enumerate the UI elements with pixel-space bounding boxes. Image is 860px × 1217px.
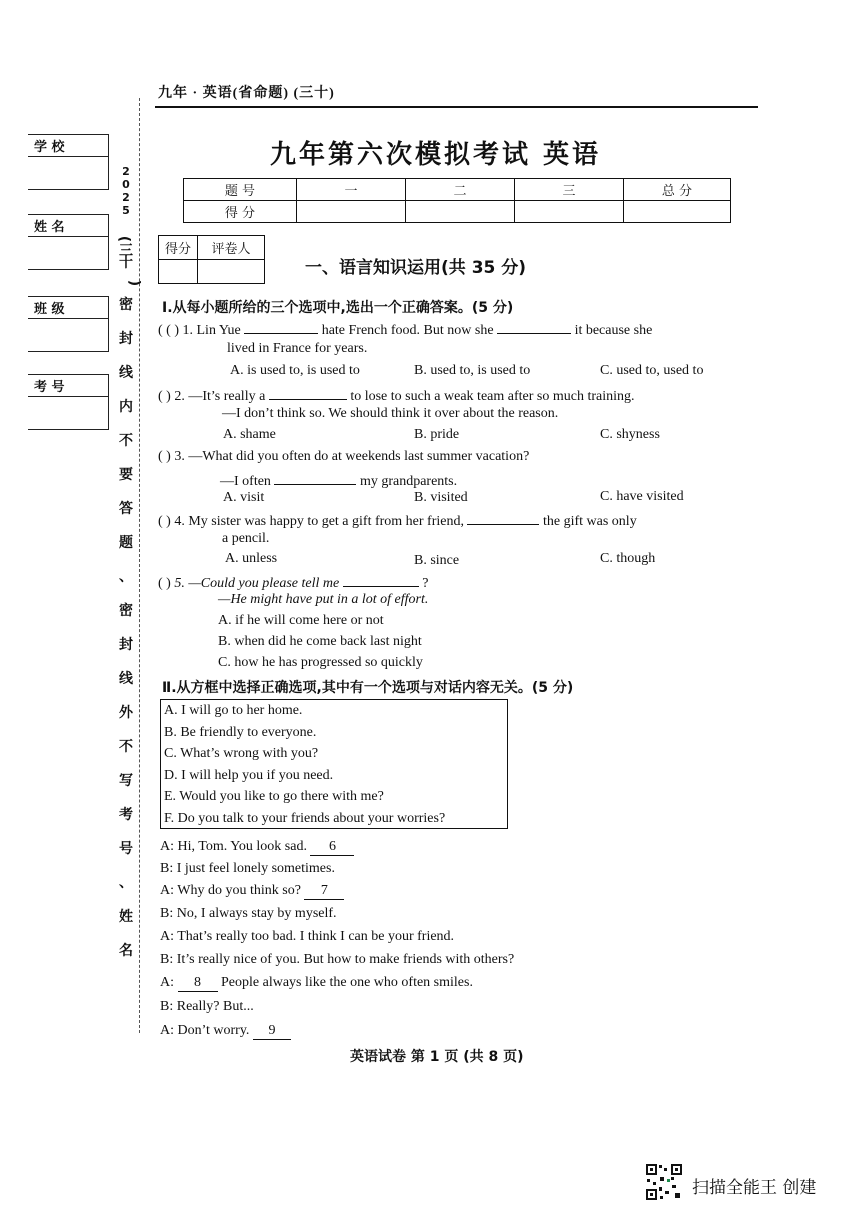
option-4b[interactable]: B. since	[414, 553, 460, 568]
option-4c[interactable]: C. though	[600, 551, 656, 566]
dialogue-blank-9[interactable]: 9	[253, 1023, 291, 1040]
option-2c[interactable]: C. shyness	[600, 427, 660, 442]
exam-header-label: 九年 · 英语(省命题) (三十)	[158, 86, 335, 101]
blank[interactable]	[467, 510, 539, 525]
blank[interactable]	[497, 319, 571, 334]
dialogue-line-6: B: It’s really nice of you. But how to make friends with others?	[160, 952, 515, 967]
option-4a[interactable]: A. unless	[225, 551, 278, 566]
options-box	[160, 699, 508, 829]
name-field[interactable]	[28, 214, 109, 270]
score-cell-2[interactable]	[406, 201, 515, 223]
question-1-cont: lived in France for years.	[227, 341, 368, 356]
header-rule	[155, 106, 758, 108]
question-1: ( ( ) 1. Lin Yue hate French food. But now she it because she	[158, 319, 652, 339]
option-5a[interactable]: A. if he will come here or not	[218, 613, 384, 628]
grader-name-label: 评卷人	[198, 236, 265, 260]
question-5: ( ) 5. —Could you please tell me ?	[158, 572, 428, 592]
dialogue-line-3: A: Why do you think so? 7	[160, 883, 344, 900]
score-table	[183, 178, 731, 223]
option-1a[interactable]: A. is used to, is used to	[230, 363, 360, 378]
score-table-col-2: 二	[406, 179, 515, 201]
seal-line	[139, 98, 140, 1033]
question-4: ( ) 4. My sister was happy to get a gift from her friend, the gift was only	[158, 510, 637, 530]
grader-table	[158, 235, 265, 284]
score-table-col-total: 总 分	[624, 179, 731, 201]
dialogue-line-8: B: Really? But...	[160, 999, 254, 1014]
answer-paren-2[interactable]: ( )	[158, 389, 171, 404]
option-1c[interactable]: C. used to, used to	[600, 363, 704, 378]
answer-paren-1[interactable]: ( ( )	[158, 323, 179, 338]
exam-title: 九年第六次模拟考试 英语	[270, 140, 602, 170]
option-1b[interactable]: B. used to, is used to	[414, 363, 531, 378]
answer-paren-4[interactable]: ( )	[158, 514, 171, 529]
score-table-col-1: 一	[297, 179, 406, 201]
dialogue-line-5: A: That’s really too bad. I think I can be your friend.	[160, 929, 455, 944]
question-2: ( ) 2. —It’s really a to lose to such a weak team after so much training.	[158, 385, 635, 405]
dialogue-line-7: A: 8 People always like the one who often smiles.	[160, 975, 473, 990]
vertical-seal-notice: ( 三 十 ) 密 封 线 内 不 要 答 题 、 密 封 线 外 不 写 考 号 、 姓 名	[116, 235, 142, 959]
answer-paren-3[interactable]: ( )	[158, 449, 171, 464]
score-table-header-label: 题 号	[184, 179, 297, 201]
school-field[interactable]	[28, 134, 109, 190]
question-3-reply: —I often my grandparents.	[220, 470, 457, 490]
page-footer: 英语试卷 第 1 页 (共 8 页)	[350, 1049, 524, 1065]
option-5c[interactable]: C. how he has progressed so quickly	[218, 655, 423, 670]
score-table-col-3: 三	[515, 179, 624, 201]
box-option-a[interactable]: A. I will go to her home.	[164, 703, 303, 718]
dialogue-line-4: B: No, I always stay by myself.	[160, 906, 337, 921]
dialogue-blank-6[interactable]: 6	[310, 839, 354, 856]
question-4-cont: a pencil.	[222, 531, 270, 546]
answer-paren-5[interactable]: ( )	[158, 576, 171, 591]
box-option-e[interactable]: E. Would you like to go there with me?	[164, 789, 384, 805]
blank[interactable]	[244, 319, 318, 334]
score-cell-total[interactable]	[624, 201, 731, 223]
grader-name-cell[interactable]	[198, 260, 265, 284]
box-option-c[interactable]: C. What’s wrong with you?	[164, 746, 319, 762]
option-3c[interactable]: C. have visited	[600, 489, 684, 504]
blank[interactable]	[274, 470, 356, 485]
score-cell-3[interactable]	[515, 201, 624, 223]
dialogue-line-9: A: Don’t worry. 9	[160, 1023, 291, 1040]
exam-number-label: 考 号	[34, 380, 65, 395]
option-2a[interactable]: A. shame	[223, 427, 276, 442]
part-2-title: Ⅱ.从方框中选择正确选项,其中有一个选项与对话内容无关。(5 分)	[162, 680, 574, 696]
option-3a[interactable]: A. visit	[223, 490, 265, 505]
score-table-row-label: 得 分	[184, 201, 297, 223]
exam-number-field[interactable]	[28, 374, 109, 430]
option-2b[interactable]: B. pride	[414, 427, 460, 442]
school-label: 学 校	[34, 140, 65, 155]
box-option-b[interactable]: B. Be friendly to everyone.	[164, 724, 317, 740]
dialogue-line-2: B: I just feel lonely sometimes.	[160, 861, 335, 876]
grader-score-label: 得分	[159, 236, 198, 260]
question-2-reply: —I don’t think so. We should think it over about the reason.	[222, 406, 559, 421]
box-option-d[interactable]: D. I will help you if you need.	[164, 767, 334, 783]
dialogue-blank-7[interactable]: 7	[304, 883, 344, 900]
blank[interactable]	[343, 572, 419, 587]
score-cell-1[interactable]	[297, 201, 406, 223]
question-3: ( ) 3. —What did you often do at weekends last summer vacation?	[158, 449, 530, 464]
dialogue-blank-8[interactable]: 8	[178, 975, 218, 992]
dialogue-line-1: A: Hi, Tom. You look sad. 6	[160, 839, 354, 856]
scanner-watermark-label: 扫描全能王 创建	[692, 1178, 817, 1198]
grader-score-cell[interactable]	[159, 260, 198, 284]
option-3b[interactable]: B. visited	[414, 490, 468, 505]
option-5b[interactable]: B. when did he come back last night	[218, 634, 422, 649]
class-field[interactable]	[28, 296, 109, 352]
vertical-year: 2 0 2 5	[122, 165, 130, 217]
qr-code-icon	[645, 1163, 683, 1201]
blank[interactable]	[269, 385, 347, 400]
part-1-title: Ⅰ.从每小题所给的三个选项中,选出一个正确答案。(5 分)	[162, 300, 514, 316]
class-label: 班 级	[34, 302, 65, 317]
box-option-f[interactable]: F. Do you talk to your friends about your worries?	[164, 810, 446, 826]
name-label: 姓 名	[34, 220, 65, 235]
section-1-title: 一、语言知识运用(共 35 分)	[305, 258, 527, 278]
question-5-reply: —He might have put in a lot of effort.	[218, 592, 429, 607]
